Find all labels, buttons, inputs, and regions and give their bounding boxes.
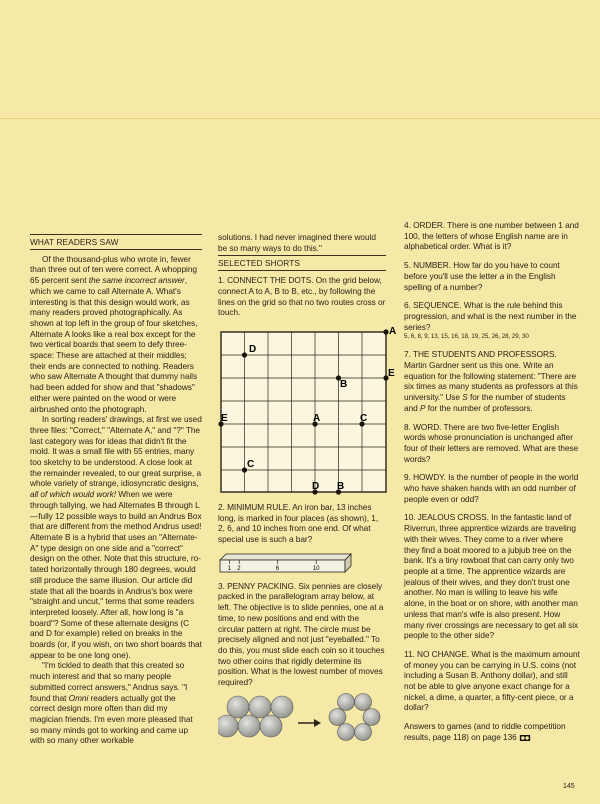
bar-top-face bbox=[220, 554, 351, 560]
arrow-icon bbox=[298, 719, 321, 727]
penny-icon bbox=[249, 696, 271, 718]
penny-icon bbox=[329, 708, 346, 725]
column-shorts-2 bbox=[404, 220, 580, 743]
penny-icon bbox=[227, 696, 249, 718]
paragraph-3-continued: solutions. I had never imagined there would be so many ways to do this." bbox=[218, 232, 376, 253]
top-divider bbox=[0, 118, 600, 119]
label-e-right: E bbox=[388, 367, 395, 379]
dots-grid-svg bbox=[218, 326, 396, 496]
label-e-left: E bbox=[221, 412, 228, 424]
bar-mark-2: 2 bbox=[237, 565, 241, 572]
iron-bar-svg bbox=[218, 551, 353, 575]
puzzle-sequence: 6. SEQUENCE. What is the rule behind this progression, and what is the next number in the series? bbox=[404, 300, 577, 332]
paragraph-2: In sorting readers' drawings, at first we used three files: "Correct," "Alternate A," and "?" The last category was for ideas that didn't fit the mold. It was a small file with 55 entries, many too sketchy to be understood. A close look at the remainder revealed, to our great surprise, a whole variety of strange, idiosyncratic designs, all of which would work! When we were through tallying, we had Alternates B through L—fully 12 possible ways to build an Andrus Box that are different from the method Andrus used! Alternate B is a hybrid that uses an "Alternate-A" type design on one side and a "correct" design on the other. Note that this structure, ro-tated horizontally through 180 degrees, would still produce the same illusion. Our article did state that all the boards in Andrus's box were "straight and uncut," terms that some readers interpreted loosely. After all, how long is "a board"? Some of these alternate designs (C and D for example) relied on breaks in the boards (or, if you wish, on two short boards that appear to be one long one). bbox=[30, 414, 202, 660]
bar-mark-10: 10 bbox=[313, 565, 320, 572]
puzzle-students-professors: 7. THE STUDENTS AND PROFESSORS. Martin Gardner sent us this one. Write an equation for the following statement: "There are six times as many students as professors at this university." Use S for the number of students and P for the number of professors. bbox=[404, 349, 578, 413]
page-number: 145 bbox=[563, 783, 575, 790]
puzzle-no-change: 11. NO CHANGE. What is the maximum amount of money you can be carrying in U.S. coins (not including a Susan B. Anthony dollar), and still not be able to give anyone exact change for a nickel, a dime, a quarter, a fifty-cent piece, or a dollar? bbox=[404, 648, 580, 713]
penny-icon bbox=[271, 696, 293, 718]
penny-circle bbox=[329, 693, 380, 740]
puzzle-connect-dots: 1. CONNECT THE DOTS. On the grid below, connect A to A, B to B, etc., by following the lines on the grid so that no two routes cross or touch. bbox=[218, 275, 386, 318]
label-c-low: C bbox=[247, 458, 255, 470]
paragraph-3: "I'm tickled to death that this created so much interest and that so many people submitted correct answers," Andrus says. "I found that Omni readers actually got the correct design more often than did my magician friends. I'm even more pleased that so many minds got to working and came up with so many other workable bbox=[30, 660, 193, 746]
puzzle-howdy: 9. HOWDY. Is the number of people in the world who have shaken hands with an odd number of people even or odd? bbox=[404, 472, 579, 504]
penny-icon bbox=[238, 715, 260, 737]
penny-figure bbox=[218, 693, 388, 749]
label-d-bottom: D bbox=[312, 480, 320, 492]
column-shorts-1 bbox=[218, 232, 396, 749]
answers-note: Answers to games (and to riddle competition results, page 118) on page 136 bbox=[404, 721, 566, 742]
penny-icon bbox=[363, 708, 380, 725]
puzzle-word: 8. WORD. There are two five-letter English words whose pronunciation is unchanged after four of their letters are removed. What are these words? bbox=[404, 421, 579, 464]
puzzle-penny-packing: 3. PENNY PACKING. Six pennies are closely packed in the parallelogram array below, at left. The objective is to slide pennies, one at a time, to new positions and end with the circular pattern at right. The circle must be precisely aligned and not just "eyeballed." To do this, you must slide each coin so it touches two other coins that rigidly determine its position. What is the lowest number of moves required? bbox=[218, 580, 385, 688]
puzzle-minimum-rule: 2. MINIMUM RULE. An iron bar, 13 inches long, is marked in four places (as shown), 1, 2, 6, and 10 inches from one end. Of what special use is such a bar? bbox=[218, 501, 379, 545]
dot-d-top bbox=[242, 352, 247, 357]
penny-icon bbox=[338, 723, 355, 740]
sequence-numbers: 5, 6, 8, 9, 13, 15, 16, 18, 19, 25, 26, 28, 29, 30 bbox=[404, 333, 529, 341]
penny-icon bbox=[355, 693, 372, 710]
puzzle-jealous-cross: 10. JEALOUS CROSS. In the fantastic land of Riverrun, three apprentice wizards are traveling with their wives. They come to a river where they find a boat moored to a jubjub tree on the bank. It's a tiny rowboat that can carry only two people at a time. The apprentice wizards are jealous of their wives, and they don't trust one another. No man is willing to leave his wife alone, in the boat or on shore, with another man unless that man's wife is also present. How many river crossings are necessary to get all six people to the other side? bbox=[404, 512, 579, 641]
dot-a-top bbox=[383, 329, 388, 334]
paragraph-1: Of the thousand-plus who wrote in, fewer than three out of ten were correct. A whopping 65 percent sent the same incorrect answer, which we came to call Alternate A. What's interesting is that this design would work, as many readers proved photographically. As shown at top left in the group of four sketches, Alternate A looks like a real box except for the two vertical boards that seem to defy three-space: These are attached at their middles; their ends are connected to nothing. Readers who saw Alternate A thought that dummy nails had been added for show and that "shadows" either were painted on the wood or were airbrushed onto the photograph. bbox=[30, 253, 198, 414]
penny-icon bbox=[355, 723, 372, 740]
heading-selected-shorts: SELECTED SHORTS bbox=[218, 255, 386, 271]
puzzle-number: 5. NUMBER. How far do you have to count before you'll use the letter a in the English spelling of a number? bbox=[404, 260, 560, 292]
label-b-top: B bbox=[340, 378, 348, 390]
label-b-bottom: B bbox=[337, 480, 345, 492]
penny-icon bbox=[260, 715, 282, 737]
label-c-mid: C bbox=[360, 412, 368, 424]
puzzle-order: 4. ORDER. There is one number between 1 and 100, the letters of whose English name are in alphabetical order. What is it? bbox=[404, 220, 579, 252]
heading-what-readers-saw: WHAT READERS SAW bbox=[30, 234, 202, 250]
label-d-top: D bbox=[249, 343, 257, 355]
dots-grid-figure bbox=[218, 326, 396, 496]
label-a-mid: A bbox=[313, 412, 321, 424]
label-a-top: A bbox=[389, 325, 396, 337]
bar-mark-1: 1 bbox=[227, 565, 231, 572]
omni-end-mark-icon bbox=[519, 735, 531, 741]
penny-icon bbox=[338, 693, 355, 710]
iron-bar-figure bbox=[218, 551, 353, 575]
penny-parallelogram bbox=[218, 696, 293, 737]
bar-mark-6: 6 bbox=[275, 565, 279, 572]
penny-icon bbox=[218, 715, 238, 737]
column-readers-saw bbox=[30, 232, 202, 746]
penny-svg bbox=[218, 693, 388, 749]
